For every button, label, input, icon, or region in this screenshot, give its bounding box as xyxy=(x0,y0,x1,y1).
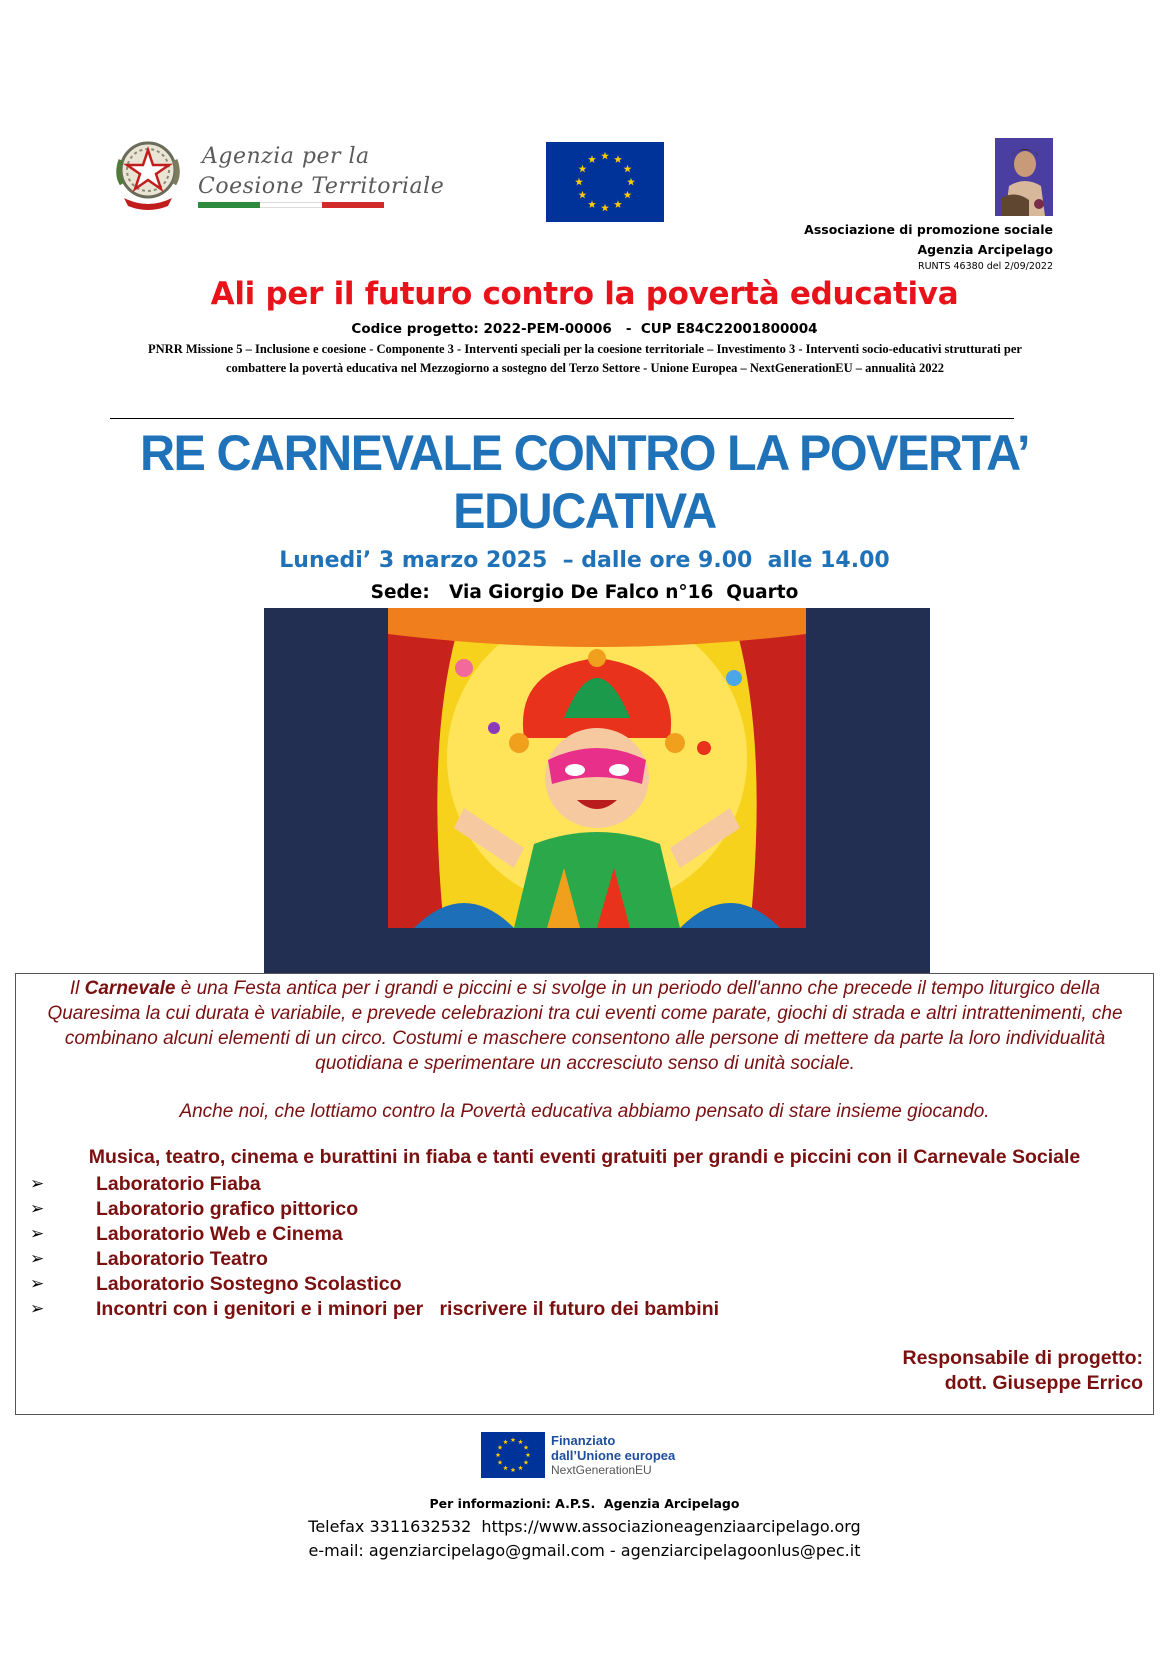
carnival-description xyxy=(30,976,1140,1076)
responsible-label: Responsabile di progetto: xyxy=(902,1347,1143,1369)
activity-item xyxy=(28,1247,719,1272)
event-title-line2: EDUCATIVA xyxy=(453,483,716,539)
funded-by-eu-text xyxy=(551,1433,675,1478)
agency-logo-line2: Coesione Territoriale xyxy=(198,174,445,199)
activity-label: Laboratorio grafico pittorico xyxy=(96,1198,359,1220)
responsible-name: dott. Giuseppe Errico xyxy=(944,1372,1143,1394)
association-info xyxy=(693,220,1053,274)
activity-label: Laboratorio Teatro xyxy=(96,1248,268,1270)
carnival-jester-illustration xyxy=(264,608,930,974)
description-keyword: Carnevale xyxy=(84,978,176,999)
event-title-line1: RE CARNEVALE CONTRO LA POVERTA’ xyxy=(139,425,1030,481)
project-title: Ali per il futuro contro la povertà educativa xyxy=(210,276,959,312)
agency-logo xyxy=(196,140,445,216)
arrow-bullet-icon: ➢ xyxy=(30,1199,45,1219)
activity-label: Laboratorio Web e Cinema xyxy=(96,1223,343,1245)
activity-label: Laboratorio Sostegno Scolastico xyxy=(96,1273,402,1295)
activity-label: Laboratorio Fiaba xyxy=(96,1173,261,1195)
funded-line1: Finanziato xyxy=(551,1433,616,1448)
contact-phone-website: Telefax 3311632532 https://www.associazioneagenziaarcipelago.org xyxy=(308,1517,861,1536)
activity-item xyxy=(28,1272,719,1297)
activity-item xyxy=(28,1297,719,1322)
event-title xyxy=(18,424,1152,540)
info-label: Per informazioni: A.P.S. Agenzia Arcipelago xyxy=(429,1496,740,1511)
italian-republic-emblem-icon xyxy=(112,136,184,212)
project-responsible xyxy=(902,1346,1143,1396)
event-venue: Sede: Via Giorgio De Falco n°16 Quarto xyxy=(370,582,799,603)
funded-by-eu-logo xyxy=(481,1432,701,1478)
association-type: Associazione di promozione sociale xyxy=(804,222,1053,237)
activities-list xyxy=(28,1172,719,1322)
header-divider xyxy=(110,418,1014,419)
association-runts: RUNTS 46380 del 2/09/2022 xyxy=(918,261,1053,272)
arrow-bullet-icon: ➢ xyxy=(30,1224,45,1244)
tricolor-stripe xyxy=(198,202,384,208)
mission-statement: Anche noi, che lottiamo contro la Povertà educativa abbiamo pensato di stare insieme giocando. xyxy=(179,1101,990,1122)
arrow-bullet-icon: ➢ xyxy=(30,1174,45,1194)
arrow-bullet-icon: ➢ xyxy=(30,1274,45,1294)
activity-item xyxy=(28,1172,719,1197)
eu-flag-icon xyxy=(481,1432,545,1478)
funded-line2: dall’Unione europea xyxy=(551,1448,676,1463)
activity-item xyxy=(28,1197,719,1222)
activity-label: Incontri con i genitori e i minori per riscrivere il futuro dei bambini xyxy=(96,1298,720,1320)
description-body: è una Festa antica per i grandi e piccini e si svolge in un periodo dell'anno che precede il tempo liturgico della Quaresima la cui durata è variabile, e prevede celebrazioni tra cui eventi come parate, giochi di strada e altri intrattenimenti, che combinano alcuni elementi di un circo. Costumi e maschere consentono alle persone di mettere da parte la loro individualità quotidiana e sperimentare un accresciuto senso di unità sociale. xyxy=(47,978,1123,1074)
pnrr-description: PNRR Missione 5 – Inclusione e coesione - Componente 3 - Interventi speciali per la coesione territoriale – Investimento 3 - Interventi socio-educativi strutturati per combattere la povertà educativa nel Mezzogiorno a sostegno del Terzo Settore - Unione Europea – NextGenerationEU – annualità 2022 xyxy=(148,342,1022,375)
project-code: Codice progetto: 2022-PEM-00006 - CUP E84C22001800004 xyxy=(351,321,818,337)
event-date: Lunedi’ 3 marzo 2025 – dalle ore 9.00 alle 14.00 xyxy=(279,548,890,573)
agency-logo-line1: Agenzia per la xyxy=(202,144,370,169)
association-name: Agenzia Arcipelago xyxy=(917,242,1053,257)
activities-title: Musica, teatro, cinema e burattini in fiaba e tanti eventi gratuiti per grandi e piccini con il Carnevale Sociale xyxy=(88,1146,1081,1168)
contact-email: e-mail: agenziarcipelago@gmail.com - agenziarcipelagoonlus@pec.it xyxy=(308,1541,861,1560)
arrow-bullet-icon: ➢ xyxy=(30,1249,45,1269)
bacchus-painting-icon xyxy=(995,138,1053,216)
activity-item xyxy=(28,1222,719,1247)
info-box xyxy=(15,973,1154,1415)
description-prefix: Il xyxy=(69,978,85,999)
funded-line3: NextGenerationEU xyxy=(551,1463,652,1477)
arrow-bullet-icon: ➢ xyxy=(30,1299,45,1319)
eu-flag-icon xyxy=(546,142,664,222)
